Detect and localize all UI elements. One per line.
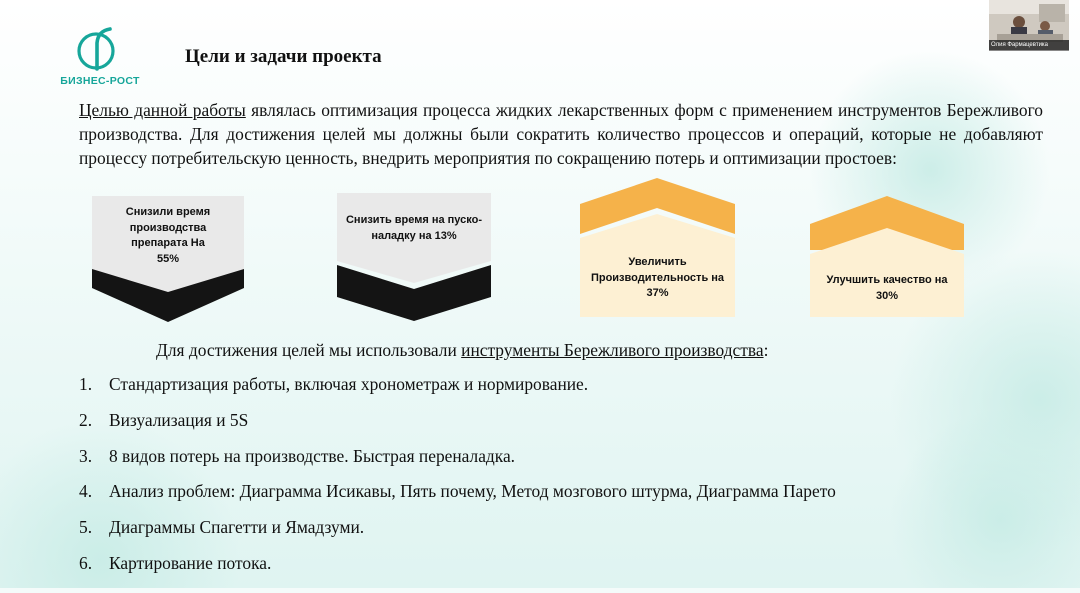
lean-tools-highlight: инструменты Бережливого производства	[461, 340, 764, 360]
lean-tools-intro	[156, 339, 768, 361]
list-text: Стандартизация работы, включая хронометраж и нормирование.	[109, 374, 589, 394]
list-number: 4.	[79, 481, 93, 502]
result-card-1	[92, 196, 244, 324]
result-card-3	[580, 178, 735, 317]
list-number: 6.	[79, 552, 93, 573]
company-logo	[50, 25, 146, 89]
webcam-thumbnail[interactable]	[989, 0, 1069, 51]
result-card-4	[810, 196, 964, 317]
result-text: Снизили время производства препарата На 55%	[125, 206, 211, 265]
intro-highlight: Целью данной работы	[79, 100, 246, 120]
result-text: Снизить время на пуско-наладку на 13%	[345, 214, 483, 242]
list-text: Анализ проблем: Диаграмма Исикавы, Пять почему, Метод мозгового штурма, Диаграмма Парето	[109, 481, 836, 502]
list-number: 2.	[79, 409, 93, 430]
list-text: Картирование потока.	[109, 552, 272, 573]
intro-paragraph	[79, 98, 1043, 171]
list-number: 1.	[79, 374, 93, 394]
list-number: 5.	[79, 517, 93, 538]
list-text: Визуализация и 5S	[109, 409, 249, 430]
webcam-caption: Олия Фармацевтика	[989, 40, 1069, 50]
lean-colon: :	[763, 340, 769, 360]
list-number: 3.	[79, 445, 93, 466]
result-card-2	[337, 193, 491, 323]
logo-text: БИЗНЕС-РОСТ	[60, 75, 140, 87]
result-text: Улучшить качество на 30%	[826, 274, 948, 302]
logo-icon	[68, 25, 128, 73]
page-title: Цели и задачи проекта	[185, 46, 382, 67]
lean-intro-text: Для достижения целей мы использовали	[156, 340, 462, 360]
intro-text: являлась оптимизация процесса жидких лекарственных форм с применением инструментов Бережливого производства. Для достижения целей мы должны были сократить количество процессов и операций, которые не добавляют процессу потребительскую ценность, внедрить мероприятия по сокращению потерь и оптимизации простоев:	[79, 100, 1043, 169]
list-text: 8 видов потерь на производстве. Быстрая переналадка.	[109, 445, 516, 466]
list-text: Диаграммы Спагетти и Ямадзуми.	[109, 517, 365, 538]
result-text: Увеличить Производительность на 37%	[590, 256, 725, 299]
